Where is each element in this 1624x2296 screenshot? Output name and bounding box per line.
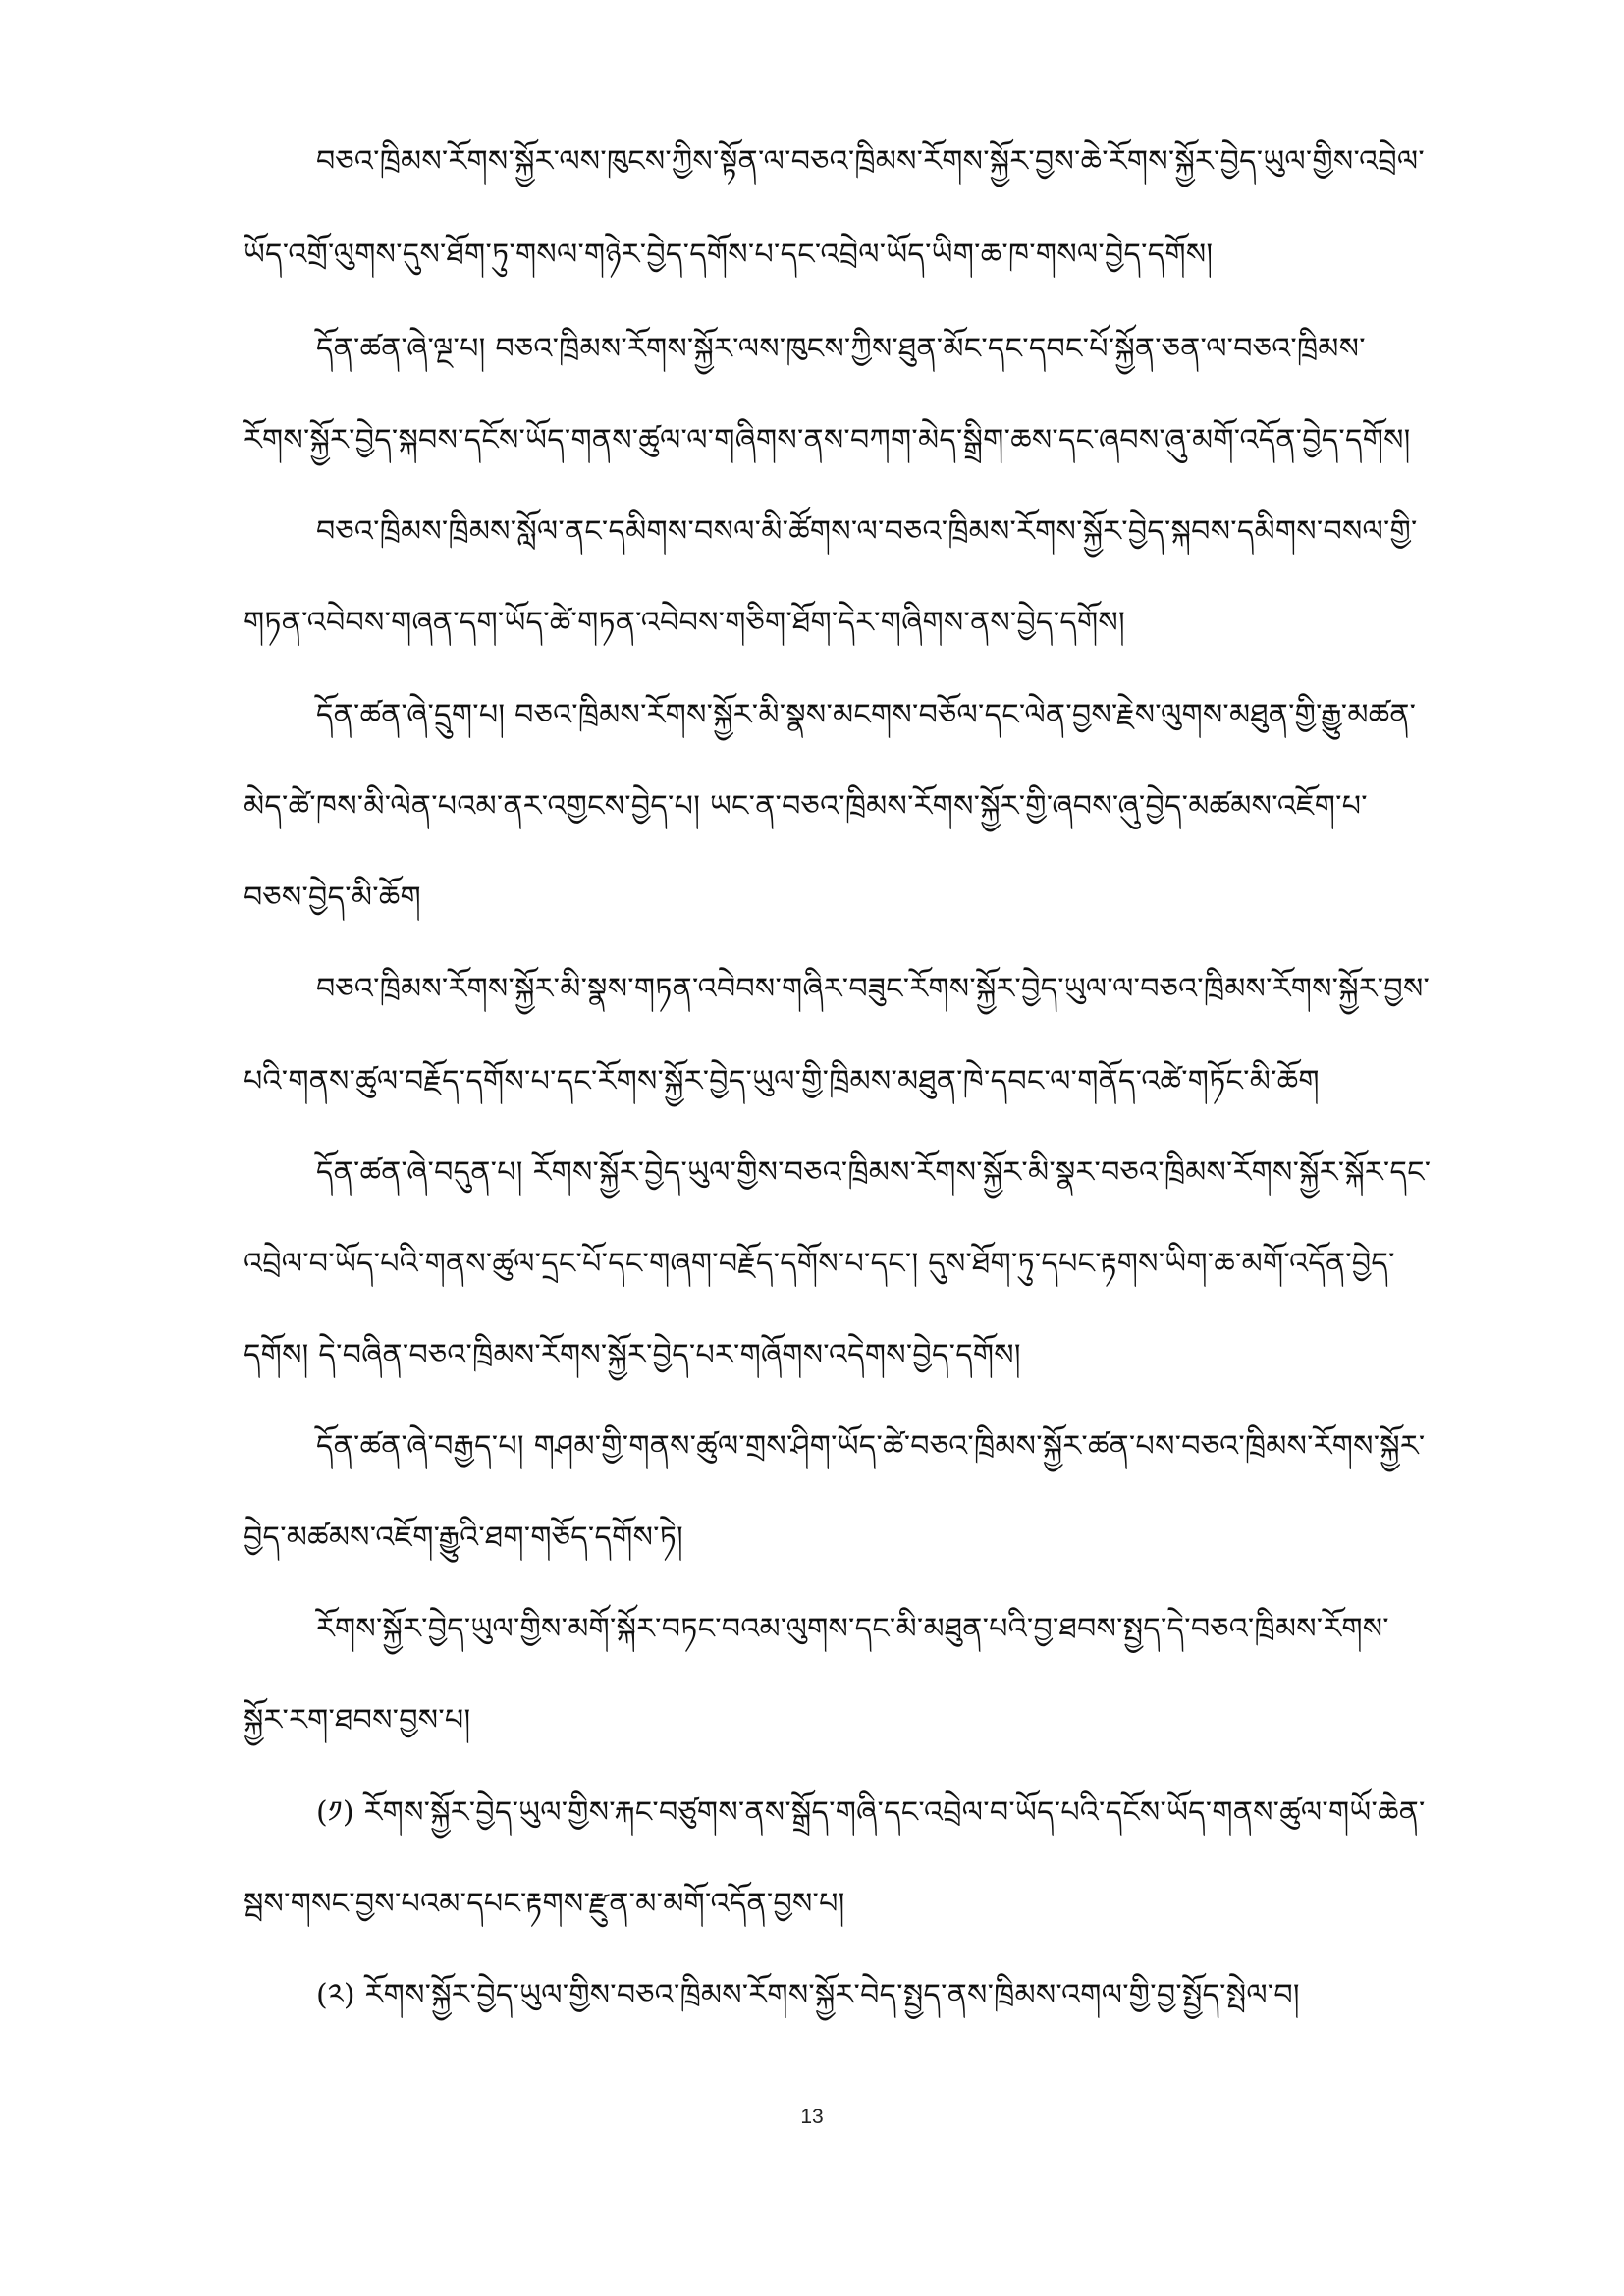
text-line: རོགས་སྐྱོར་བྱེད་སྐབས་དངོས་ཡོད་གནས་ཚུལ་ལ་གཞིགས་ནས་བཀག་མེད་སྒྲིག་ཆས་དང་ཞབས་ཞུ་མགོ་འདོན་བྱེད་དགོས། (244, 423, 1411, 457)
text-line: ཡོད་འགྲོ་ལུགས་དུས་ཐོག་ཏུ་གསལ་གཉེར་བྱེད་དགོས་པ་དང་འབྲེལ་ཡོད་ཡིག་ཆ་ཁ་གསལ་བྱེད་དགོས། (244, 238, 1214, 272)
text-line: (༡) རོགས་སྐྱོར་བྱེད་ཡུལ་གྱིས་རྐང་བཙུགས་ནས་སྒྲོད་གཞི་དང་འབྲེལ་བ་ཡོད་པའི་དངོས་ཡོད་གནས་ཚུལ་གཡོ་ཆེན་ (316, 1795, 1426, 1830)
text-line: དོན་ཚན་ཞེ་ལྔ་པ། བཅའ་ཁྲིམས་རོགས་སྐྱོར་ལས་ཁུངས་ཀྱིས་ཐུན་མོང་དང་དབང་པོ་སྐྱོན་ཅན་ལ་བཅའ་ཁྲིམས་ (316, 332, 1366, 366)
text-line: སྐྱོར་རག་ཐབས་བྱས་པ། (244, 1703, 471, 1737)
text-line: སྦས་གསང་བྱས་པའམ་དཔང་རྟགས་རྫུན་མ་མགོ་འདོན་བྱས་པ། (244, 1887, 845, 1921)
text-line: བཅས་བྱེད་མི་ཆོག (244, 881, 421, 915)
text-line: དགོས། དེ་བཞིན་བཅའ་ཁྲིམས་རོགས་སྐྱོར་བྱེད་པར་གཞོགས་འདེགས་བྱེད་དགོས། (244, 1338, 1021, 1372)
text-line: འབྲེལ་བ་ཡོད་པའི་གནས་ཚུལ་དྲང་པོ་དང་གཞག་བརྗོད་དགོས་པ་དང་། དུས་ཐོག་ཏུ་དཔང་རྟགས་ཡིག་ཆ་མགོ་འདོན་བྱེད་ (244, 1247, 1395, 1281)
text-line: དོན་ཚན་ཞེ་དྲུག་པ། བཅའ་ཁྲིམས་རོགས་སྐྱོར་མི་སྣས་མངགས་བཅོལ་དང་ལེན་བྱས་རྗེས་ལུགས་མཐུན་གྱི་རྒྱུ་མཚན་ (316, 698, 1417, 732)
text-line: བཅའ་ཁྲིམས་རོགས་སྐྱོར་མི་སྣས་གཏན་འབེབས་གཞིར་བཟུང་རོགས་སྐྱོར་བྱེད་ཡུལ་ལ་བཅའ་ཁྲིམས་རོགས་སྐྱོར་བྱས་ (316, 972, 1431, 1006)
text-line: བཅའ་ཁྲིམས་ཁྲིམས་སློལ་ནང་དམིགས་བསལ་མི་ཚོགས་ལ་བཅའ་ཁྲིམས་རོགས་སྐྱོར་བྱེད་སྐབས་དམིགས་བསལ་གྱི་ (316, 514, 1418, 549)
text-line: རོགས་སྐྱོར་བྱེད་ཡུལ་གྱིས་མགོ་སྐོར་བཏང་བའམ་ལུགས་དང་མི་མཐུན་པའི་བྱ་ཐབས་སྤྱད་དེ་བཅའ་ཁྲིམས་རོགས་ (316, 1612, 1389, 1646)
text-line: དོན་ཚན་ཞེ་བདུན་པ། རོགས་སྐྱོར་བྱེད་ཡུལ་གྱིས་བཅའ་ཁྲིམས་རོགས་སྐྱོར་མི་སྣར་བཅའ་ཁྲིམས་རོགས་སྐྱོར་སྐོར་དང་ (316, 1155, 1432, 1190)
text-line: པའི་གནས་ཚུལ་བརྗོད་དགོས་པ་དང་རོགས་སྐྱོར་བྱེད་ཡུལ་གྱི་ཁྲིམས་མཐུན་ཁེ་དབང་ལ་གནོད་འཚེ་གཏོང་མི་ཆོག (244, 1064, 1320, 1098)
text-line: བྱེད་མཚམས་འཇོག་རྒྱུའི་ཐག་གཅོད་དགོས་ཏེ། (244, 1521, 684, 1555)
text-line: མེད་ཚེ་ཁས་མི་ལེན་པའམ་ནར་འགྱངས་བྱེད་པ། ཡང་ན་བཅའ་ཁྲིམས་རོགས་སྐྱོར་གྱི་ཞབས་ཞུ་བྱེད་མཚམས་འཇོག་པ་ (244, 789, 1368, 824)
text-line: (༢) རོགས་སྐྱོར་བྱེད་ཡུལ་གྱིས་བཅའ་ཁྲིམས་རོགས་སྐྱོར་བེད་སྤྱད་ནས་ཁྲིམས་འགལ་གྱི་བྱ་སྤྱོད་སྤེལ་བ། (316, 1978, 1300, 2012)
page-number: 13 (800, 2106, 824, 2128)
text-line: གཏན་འབེབས་གཞན་དག་ཡོད་ཚེ་གཏན་འབེབས་གཅིག་ཐོག་དེར་གཞིགས་ནས་བྱེད་དགོས། (244, 606, 1125, 640)
text-line: དོན་ཚན་ཞེ་བརྒྱད་པ། གཤམ་གྱི་གནས་ཚུལ་གྲས་ཤིག་ཡོད་ཚེ་བཅའ་ཁྲིམས་སྐྱོར་ཚན་པས་བཅའ་ཁྲིམས་རོགས་སྐྱོར་ (316, 1429, 1426, 1464)
text-line: བཅའ་ཁྲིམས་རོགས་སྐྱོར་ལས་ཁུངས་ཀྱིས་སྟོན་ལ་བཅའ་ཁྲིམས་རོགས་སྐྱོར་བྱས་ཆེ་རོགས་སྐྱོར་བྱེད་ཡུལ་གྱིས་འབྲེལ་ (316, 144, 1425, 179)
